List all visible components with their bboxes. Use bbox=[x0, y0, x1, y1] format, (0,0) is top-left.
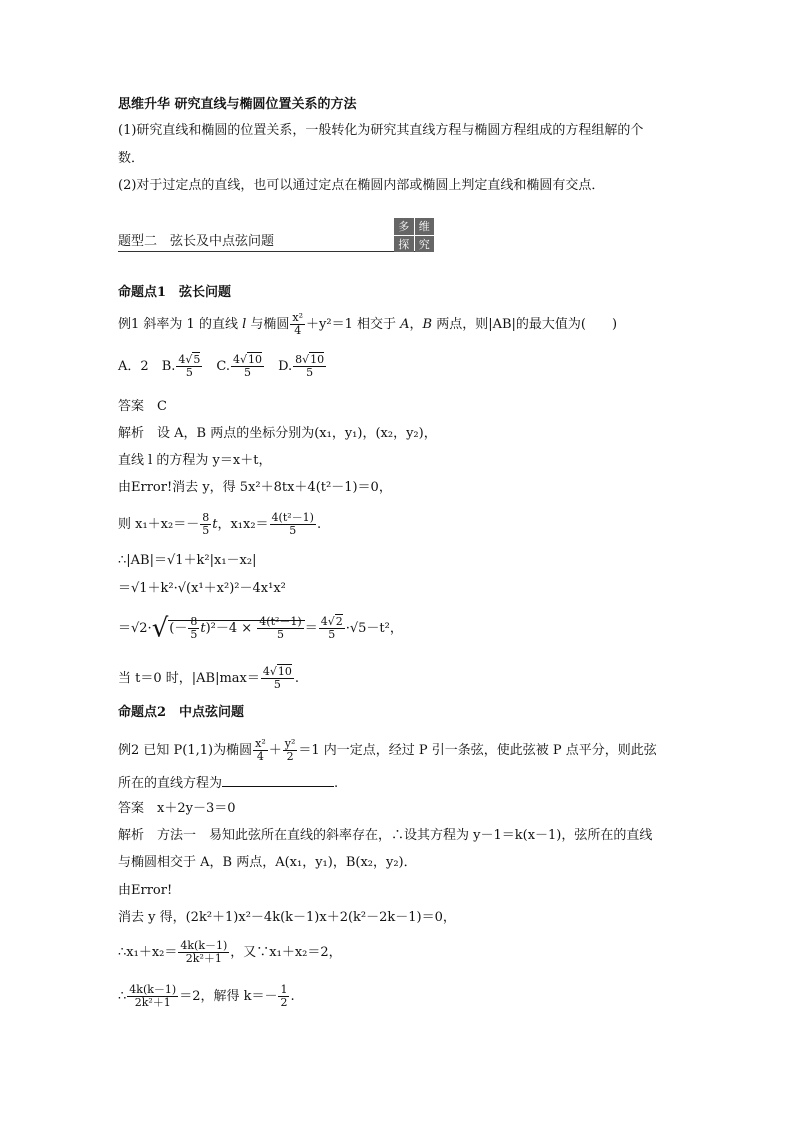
analysis-line: 由Error! bbox=[118, 883, 173, 898]
example1-question: 例1 斜率为 1 的直线 l 与椭圆 $\frac{\text{x²}}{4}$ ＋y²＝1 相交于 A，B 两点，则|AB|的最大值为( ) bbox=[118, 311, 618, 337]
section-divider bbox=[118, 251, 434, 252]
point2-title: 命题点2 中点弦问题 bbox=[118, 705, 245, 720]
analysis-line: ∴|AB|＝√1＋k²|x₁－x₂| bbox=[118, 553, 257, 568]
badge-char: 究 bbox=[415, 236, 435, 253]
analysis-line: 当 t＝0 时，|AB|max＝ $\frac{4√10}{5}$ . bbox=[118, 665, 300, 691]
example1-answer: 答案 C bbox=[118, 399, 167, 414]
example2-question-cont: 所在的直线方程为 . bbox=[118, 776, 339, 791]
analysis-line: 消去 y 得，(2k²＋1)x²－4k(k－1)x＋2(k²－2k－1)＝0， bbox=[118, 910, 456, 925]
analysis-line: 由Error!消去 y，得 5x²＋8tx＋4(t²－1)＝0， bbox=[118, 480, 392, 495]
answer-blank bbox=[222, 774, 334, 787]
badge-char: 多 bbox=[394, 218, 414, 235]
summary-paragraph-1: (1)研究直线和椭圆的位置关系，一般转化为研究其直线方程与椭圆方程组成的方程组解的个 bbox=[118, 123, 644, 138]
analysis-line: ＝√1＋k²·√(x¹＋x²)²－4x¹x² bbox=[118, 581, 286, 596]
summary-paragraph-1-cont: 数． bbox=[118, 151, 145, 166]
example2-answer: 答案 x＋2y－3＝0 bbox=[118, 801, 236, 816]
analysis-line: ∴ $\frac{4k(k-1)}{\text{2k²＋1}}$ ＝2，解得 k＝－ $\frac{1}{2}$ . bbox=[118, 983, 295, 1009]
analysis-line: 直线 l 的方程为 y＝x＋t， bbox=[118, 453, 272, 468]
analysis-line: ∴x₁＋x₂＝ $\frac{4k(k-1)}{\text{2k²＋1}}$ ，又∵x₁＋x₂＝2， bbox=[118, 939, 342, 965]
analysis-line: 则 x₁＋x₂＝－ $\frac{8}{5}$ t，x₁x₂＝ $\frac{\text{4(t²－1)}}{5}$ . bbox=[118, 511, 322, 537]
multi-dimension-badge bbox=[394, 218, 434, 252]
example1-options: A．2 B. $\frac{4√5}{5}$ C. $\frac{4√10}{5}$ D. $\frac{8√10}{5}$ bbox=[118, 353, 325, 379]
analysis-line: ＝√2·√(－ $\frac{8}{5}$ t)²－4 × $\frac{\text{4(t²－1)}}{5}$ ＝ $\frac{4√2}{5}$ ·√5－t²， bbox=[118, 613, 403, 644]
point1-title: 命题点1 弦长问题 bbox=[118, 285, 232, 300]
analysis-line: 解析 方法一 易知此弦所在直线的斜率存在，∴设其方程为 y－1＝k(x－1)，弦所在的直线 bbox=[118, 828, 653, 843]
example2-question: 例2 已知 P(1,1)为椭圆 $\frac{\text{x²}}{4}$ ＋ $\frac{\text{y²}}{2}$ ＝1 内一定点，经过 P 引一条弦，使此弦被 P 点平分，则此弦 bbox=[118, 737, 657, 763]
section-title: 题型二 弦长及中点弦问题 bbox=[118, 234, 275, 249]
analysis-line: 与椭圆相交于 A，B 两点，A(x₁，y₁)，B(x₂，y₂)． bbox=[118, 855, 417, 870]
summary-title: 思维升华 研究直线与椭圆位置关系的方法 bbox=[118, 97, 357, 112]
summary-paragraph-2: (2)对于过定点的直线，也可以通过定点在椭圆内部或椭圆上判定直线和椭圆有交点． bbox=[118, 178, 605, 193]
badge-char: 探 bbox=[394, 236, 414, 253]
section-header bbox=[118, 218, 434, 252]
analysis-line: 解析 设 A，B 两点的坐标分别为(x₁，y₁)，(x₂，y₂)， bbox=[118, 426, 437, 441]
badge-char: 维 bbox=[415, 218, 435, 235]
